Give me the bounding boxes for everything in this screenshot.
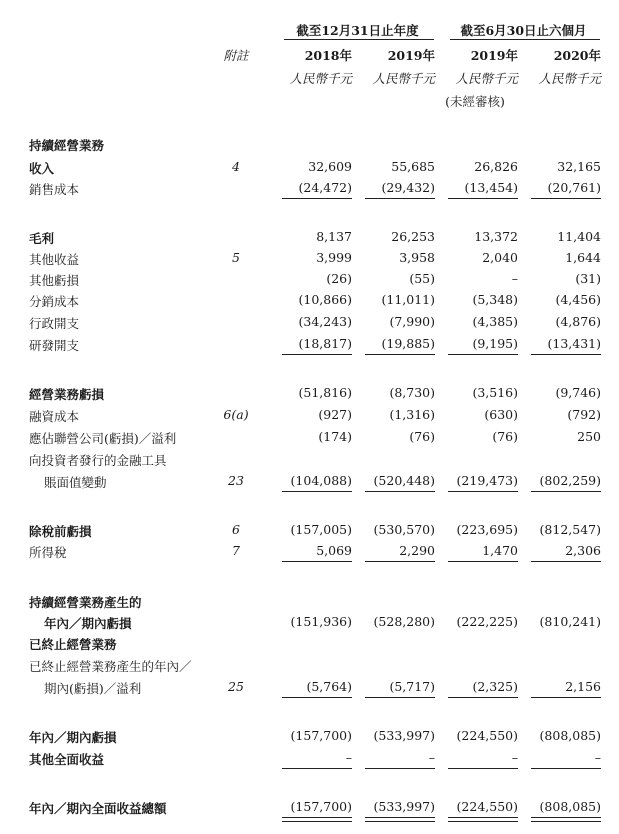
row-value: (157,005) <box>290 522 352 537</box>
row-value: (20,761) <box>547 180 601 195</box>
row-value: 26,826 <box>474 159 518 174</box>
table-row <box>0 290 619 310</box>
row-value: (3,516) <box>472 385 518 400</box>
subtotal-rule <box>531 697 601 698</box>
row-value: 32,165 <box>557 159 601 174</box>
row-value: (1,316) <box>389 407 435 422</box>
row-value: 26,253 <box>391 229 435 244</box>
row-note: 5 <box>232 250 240 265</box>
subtotal-rule <box>282 697 352 698</box>
table-row <box>0 178 619 198</box>
row-label: 融資成本 <box>29 409 80 424</box>
subtotal-rule <box>448 491 518 492</box>
row-value: 2,290 <box>399 543 435 558</box>
row-label: 毛利 <box>29 231 55 246</box>
row-label: 年內／期內虧損 <box>29 730 117 745</box>
subtotal-rule <box>282 561 352 562</box>
row-value: (530,570) <box>373 522 435 537</box>
row-value: (151,936) <box>290 614 352 629</box>
table-row <box>0 726 619 746</box>
table-row <box>0 612 619 632</box>
row-value: (810,241) <box>539 614 601 629</box>
row-value: 8,137 <box>316 229 352 244</box>
subtotal-rule <box>365 491 435 492</box>
header-note-label: 附註 <box>223 48 249 63</box>
row-value: (9,195) <box>472 336 518 351</box>
subtotal-rule <box>531 354 601 355</box>
row-value: (8,730) <box>389 385 435 400</box>
row-value: 5,069 <box>316 543 352 558</box>
row-value: 2,156 <box>565 679 601 694</box>
row-value: (174) <box>318 429 352 444</box>
row-label: 已終止經營業務產生的年內／ <box>29 659 192 674</box>
table-row <box>0 541 619 561</box>
table-row <box>0 797 619 817</box>
row-value: (927) <box>318 407 352 422</box>
subtotal-rule <box>531 561 601 562</box>
row-value: – <box>428 750 435 765</box>
row-label: 已終止經營業務 <box>29 637 117 652</box>
row-label: 行政開支 <box>29 316 80 331</box>
row-value: (13,431) <box>547 336 601 351</box>
row-value: (24,472) <box>298 180 352 195</box>
row-note: 25 <box>228 679 244 694</box>
row-value: 11,404 <box>557 229 601 244</box>
row-value: (2,325) <box>472 679 518 694</box>
row-label: 除稅前虧損 <box>29 524 92 539</box>
subtotal-rule <box>448 354 518 355</box>
subtotal-rule <box>282 491 352 492</box>
row-label: 經營業務虧損 <box>29 387 105 402</box>
row-value: (792) <box>567 407 601 422</box>
row-value: (34,243) <box>298 314 352 329</box>
subtotal-rule <box>448 768 518 769</box>
table-row <box>0 334 619 354</box>
table-row <box>0 312 619 332</box>
row-note: 23 <box>228 473 244 488</box>
row-label: 持續經營業務 <box>29 138 105 153</box>
row-note: 4 <box>232 159 240 174</box>
row-label: 其他收益 <box>29 252 80 267</box>
row-value: (223,695) <box>456 522 518 537</box>
row-value: (4,385) <box>472 314 518 329</box>
row-label: 應佔聯營公司(虧損)／溢利 <box>29 431 177 446</box>
table-row <box>0 269 619 289</box>
row-value: – <box>345 750 352 765</box>
header-year-group: 截至12月31日止年度 <box>296 23 419 38</box>
row-label: 其他全面收益 <box>29 752 105 767</box>
row-label: 分銷成本 <box>29 294 80 309</box>
row-value: 3,958 <box>399 250 435 265</box>
row-value: (76) <box>492 429 518 444</box>
row-value: (528,280) <box>373 614 435 629</box>
row-value: (13,454) <box>464 180 518 195</box>
row-value: (157,700) <box>290 728 352 743</box>
table-row <box>0 383 619 403</box>
subtotal-rule <box>365 768 435 769</box>
subtotal-rule <box>448 561 518 562</box>
table-row <box>0 134 619 154</box>
row-value: (222,225) <box>456 614 518 629</box>
total-double-rule <box>365 817 435 822</box>
row-value: 32,609 <box>308 159 352 174</box>
table-row <box>0 655 619 675</box>
row-value: (29,432) <box>381 180 435 195</box>
row-value: 2,306 <box>565 543 601 558</box>
subtotal-rule <box>531 768 601 769</box>
row-value: (7,990) <box>389 314 435 329</box>
row-value: 55,685 <box>391 159 435 174</box>
header-unit: 人民幣千元 <box>538 71 601 86</box>
row-value: (4,456) <box>555 292 601 307</box>
subtotal-rule <box>531 491 601 492</box>
row-value: 3,999 <box>316 250 352 265</box>
total-double-rule <box>282 817 352 822</box>
total-double-rule <box>448 817 518 822</box>
table-row <box>0 677 619 697</box>
subtotal-rule <box>282 768 352 769</box>
subtotal-rule <box>448 697 518 698</box>
row-value: (808,085) <box>539 799 601 814</box>
row-value: – <box>511 271 518 286</box>
row-value: (51,816) <box>298 385 352 400</box>
table-row <box>0 405 619 425</box>
row-label: 其他虧損 <box>29 273 80 288</box>
subtotal-rule <box>365 561 435 562</box>
row-note: 6 <box>232 522 240 537</box>
row-label: 向投資者發行的金融工具 <box>29 453 167 468</box>
table-row <box>0 427 619 447</box>
subtotal-rule <box>365 354 435 355</box>
header-year-2019: 2019年 <box>387 48 435 63</box>
table-row <box>0 227 619 247</box>
row-value: (802,259) <box>539 473 601 488</box>
row-value: – <box>594 750 601 765</box>
row-value: (219,473) <box>456 473 518 488</box>
header-unaudited: (未經審核) <box>445 94 505 109</box>
row-value: (5,764) <box>306 679 352 694</box>
row-label: 期內(虧損)／溢利 <box>44 681 142 696</box>
header-halfyear-group-rule <box>450 39 600 40</box>
row-label: 年內／期內虧損 <box>44 616 132 631</box>
header-halfyear-2020: 2020年 <box>553 48 601 63</box>
table-row <box>0 471 619 491</box>
header-halfyear-group: 截至6月30日止六個月 <box>460 23 587 38</box>
row-value: 250 <box>577 429 601 444</box>
row-value: (4,876) <box>555 314 601 329</box>
row-label: 年內／期內全面收益總額 <box>29 801 167 816</box>
subtotal-rule <box>282 354 352 355</box>
row-value: (10,866) <box>298 292 352 307</box>
row-value: (11,011) <box>381 292 435 307</box>
subtotal-rule <box>531 198 601 199</box>
row-note: 7 <box>232 543 240 558</box>
subtotal-rule <box>365 697 435 698</box>
row-value: (104,088) <box>290 473 352 488</box>
header-year-group-rule <box>284 39 434 40</box>
row-value: (630) <box>484 407 518 422</box>
row-label: 收入 <box>29 161 55 176</box>
row-value: (5,348) <box>472 292 518 307</box>
row-value: (808,085) <box>539 728 601 743</box>
table-row <box>0 248 619 268</box>
row-value: (19,885) <box>381 336 435 351</box>
row-value: (224,550) <box>456 799 518 814</box>
row-value: (533,997) <box>373 728 435 743</box>
row-label: 銷售成本 <box>29 182 80 197</box>
row-label: 所得稅 <box>29 545 67 560</box>
row-value: (26) <box>326 271 352 286</box>
row-value: (18,817) <box>298 336 352 351</box>
row-value: 13,372 <box>474 229 518 244</box>
table-row <box>0 449 619 469</box>
row-label: 持續經營業務產生的 <box>29 595 142 610</box>
row-value: 1,470 <box>482 543 518 558</box>
row-label: 研發開支 <box>29 338 80 353</box>
table-row <box>0 633 619 653</box>
row-value: (31) <box>575 271 601 286</box>
row-label: 賬面值變動 <box>44 475 107 490</box>
header-halfyear-2019: 2019年 <box>470 48 518 63</box>
header-unit: 人民幣千元 <box>372 71 435 86</box>
row-value: (55) <box>409 271 435 286</box>
table-row <box>0 748 619 768</box>
table-row <box>0 157 619 177</box>
header-year-2018: 2018年 <box>304 48 352 63</box>
table-row <box>0 591 619 611</box>
row-value: – <box>511 750 518 765</box>
subtotal-rule <box>448 198 518 199</box>
row-value: 1,644 <box>565 250 601 265</box>
row-value: (224,550) <box>456 728 518 743</box>
row-value: (76) <box>409 429 435 444</box>
row-value: (812,547) <box>539 522 601 537</box>
row-value: (533,997) <box>373 799 435 814</box>
header-unit: 人民幣千元 <box>455 71 518 86</box>
row-note: 6(a) <box>223 407 249 422</box>
row-value: (5,717) <box>389 679 435 694</box>
subtotal-rule <box>282 198 352 199</box>
row-value: (157,700) <box>290 799 352 814</box>
header-unit: 人民幣千元 <box>289 71 352 86</box>
row-value: (520,448) <box>373 473 435 488</box>
table-row <box>0 520 619 540</box>
subtotal-rule <box>365 198 435 199</box>
row-value: (9,746) <box>555 385 601 400</box>
total-double-rule <box>531 817 601 822</box>
row-value: 2,040 <box>482 250 518 265</box>
